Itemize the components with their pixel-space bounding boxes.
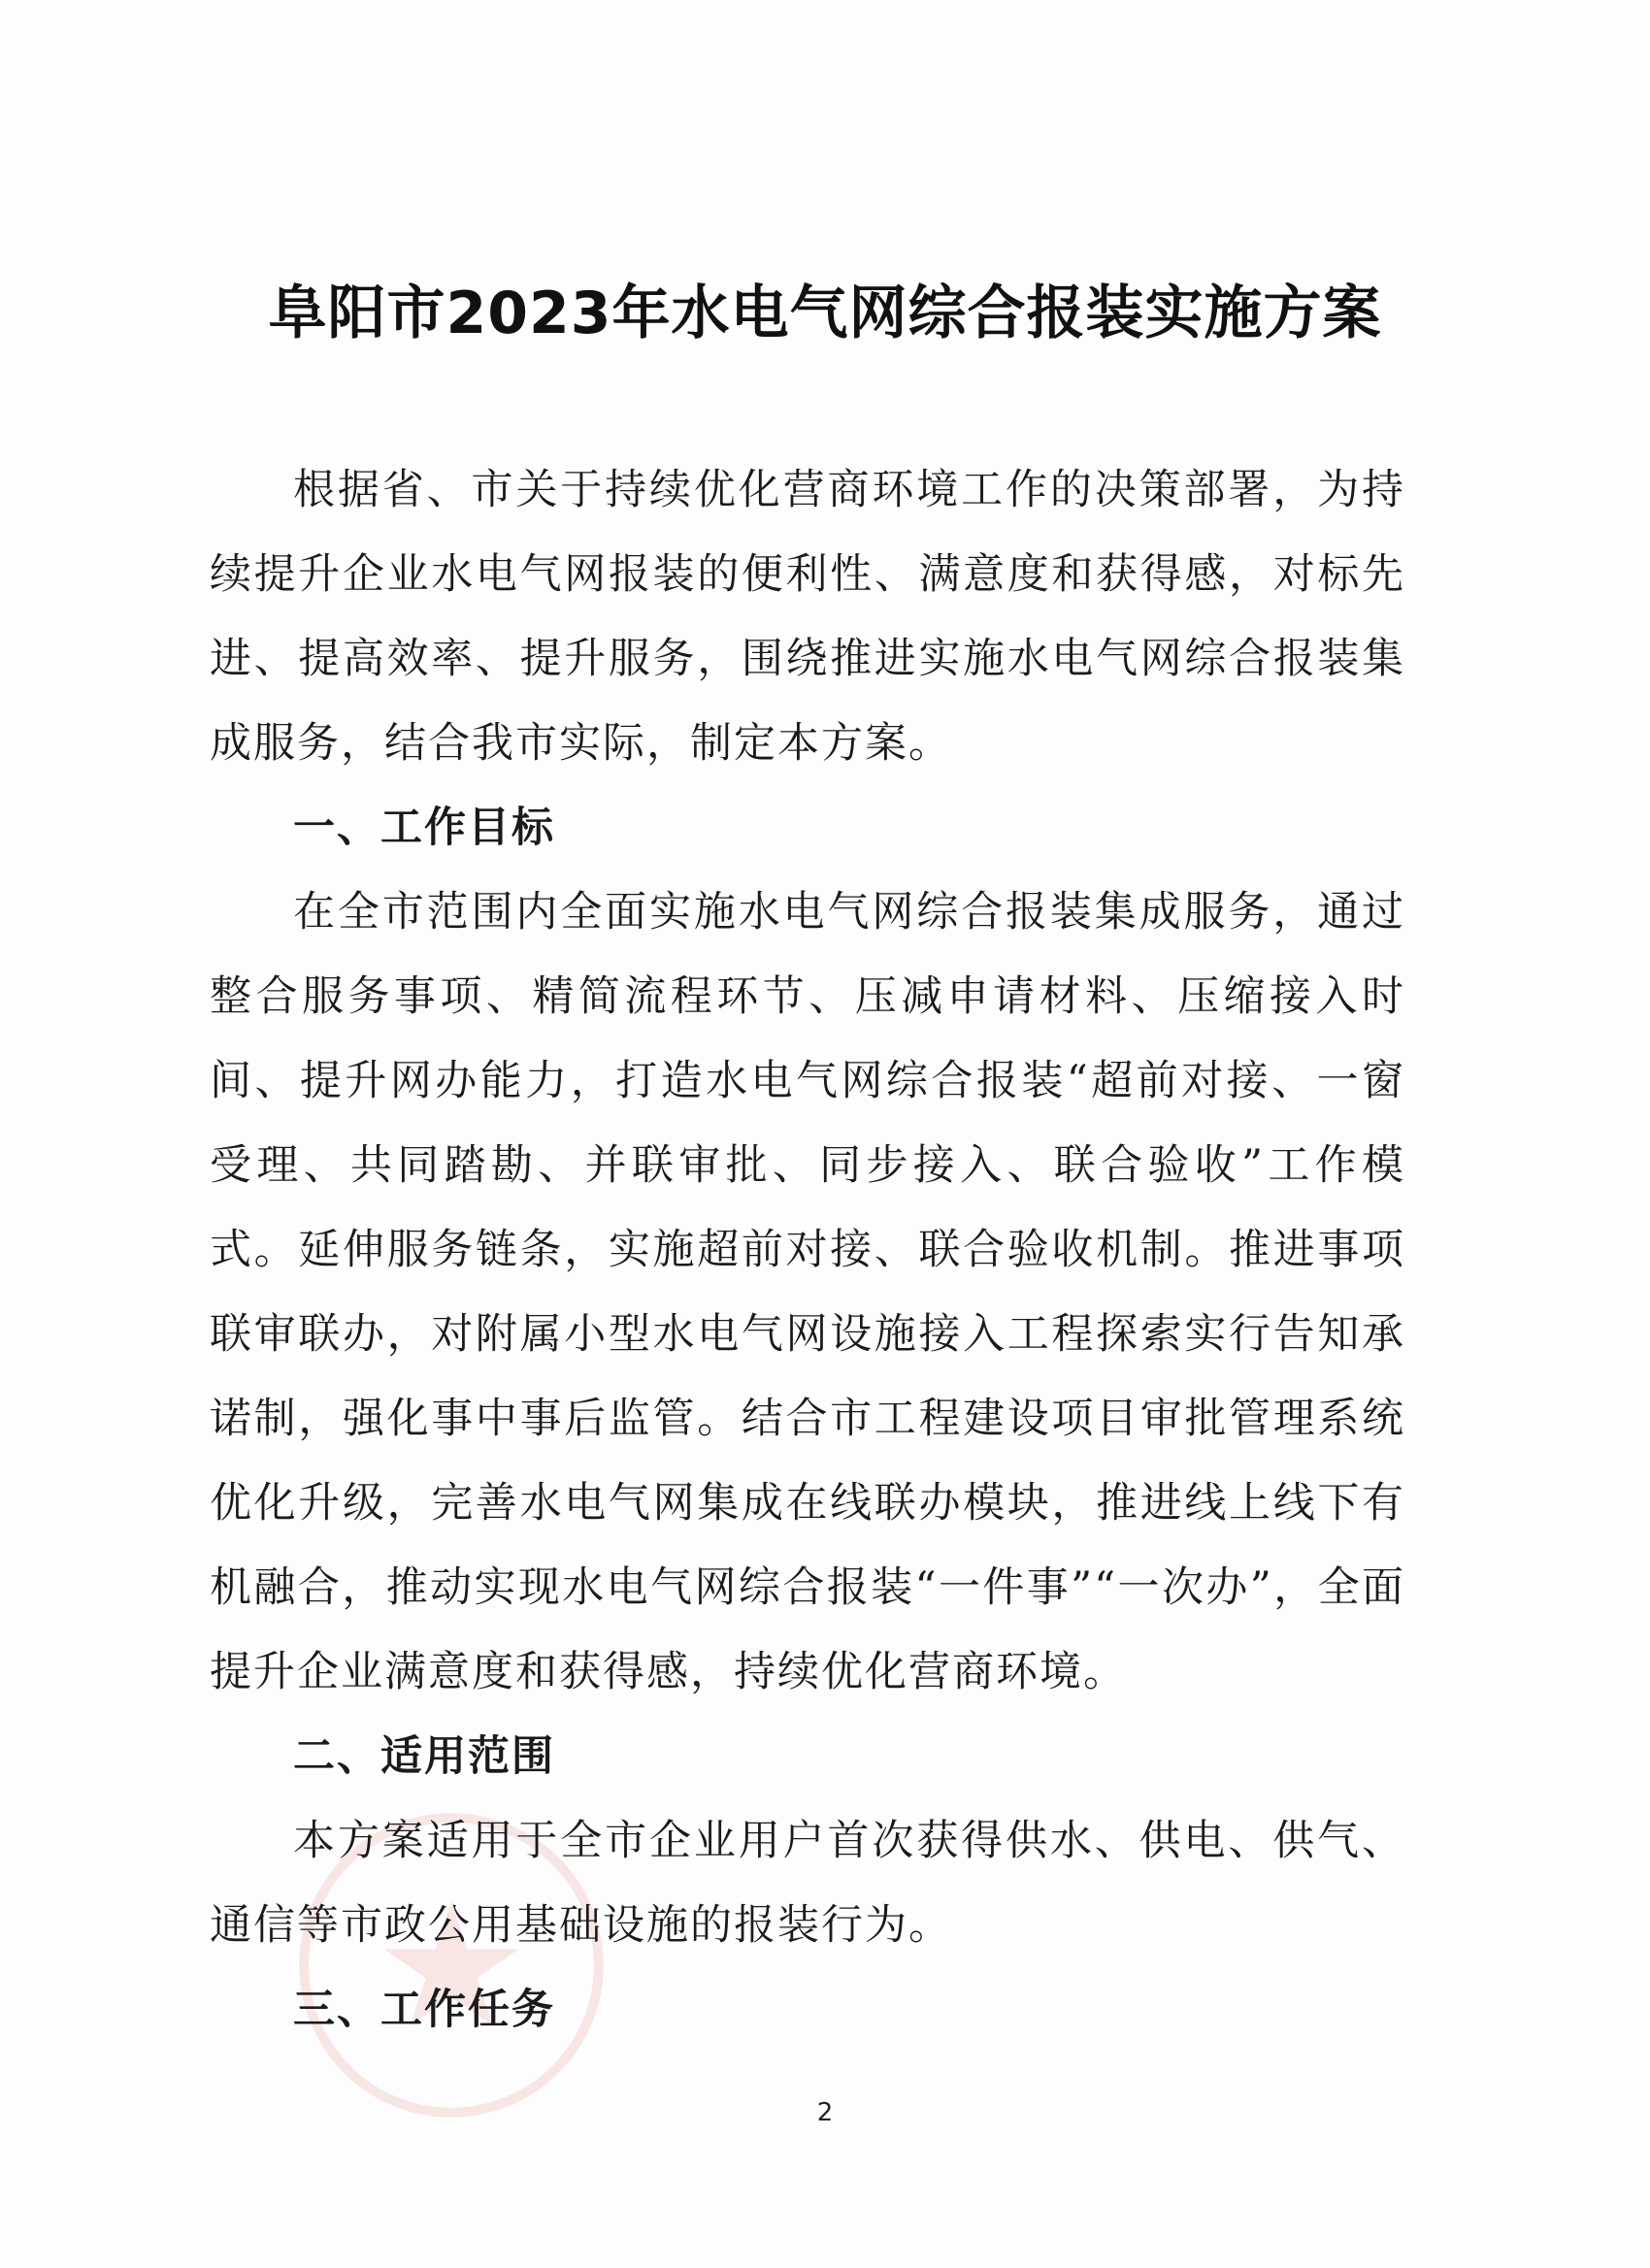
- section-heading-tasks: 三、工作任务: [293, 1986, 555, 2034]
- goals-paragraph: 在全市范围内全面实施水电气网综合报装集成服务，通过整合服务事项、精简流程环节、压减申请材料、压缩接入时间、提升网办能力，打造水电气网综合报装“超前对接、一窗受理、共同踏勘、并联审批、同步接入、联合验收”工作模式。延伸服务链条，实施超前对接、联合验收机制。推进事项联审联办，对附属小型水电气网设施接入工程探索实行告知承诺制，强化事中事后监管。结合市工程建设项目审批管理系统优化升级，完善水电气网集成在线联办模块，推进线上线下有机融合，推动实现水电气网综合报装“一件事”“一次办”，全面提升企业满意度和获得感，持续优化营商环境。: [210, 888, 1405, 1696]
- intro-paragraph: 根据省、市关于持续优化营商环境工作的决策部署，为持续提升企业水电气网报装的便利性、满意度和获得感，对标先进、提高效率、提升服务，围绕推进实施水电气网综合报装集成服务，结合我市实际，制定本方案。: [210, 466, 1405, 768]
- scope-paragraph: 本方案适用于全市企业用户首次获得供水、供电、供气、通信等市政公用基础设施的报装行为。: [210, 1817, 1405, 1950]
- section-heading-scope: 二、适用范围: [293, 1732, 555, 1781]
- document-body: [210, 448, 1405, 2053]
- section-heading-goals: 一、工作目标: [293, 804, 555, 852]
- page-number: 2: [816, 2098, 834, 2127]
- document-title: 阜阳市2023年水电气网综合报装实施方案: [268, 279, 1382, 347]
